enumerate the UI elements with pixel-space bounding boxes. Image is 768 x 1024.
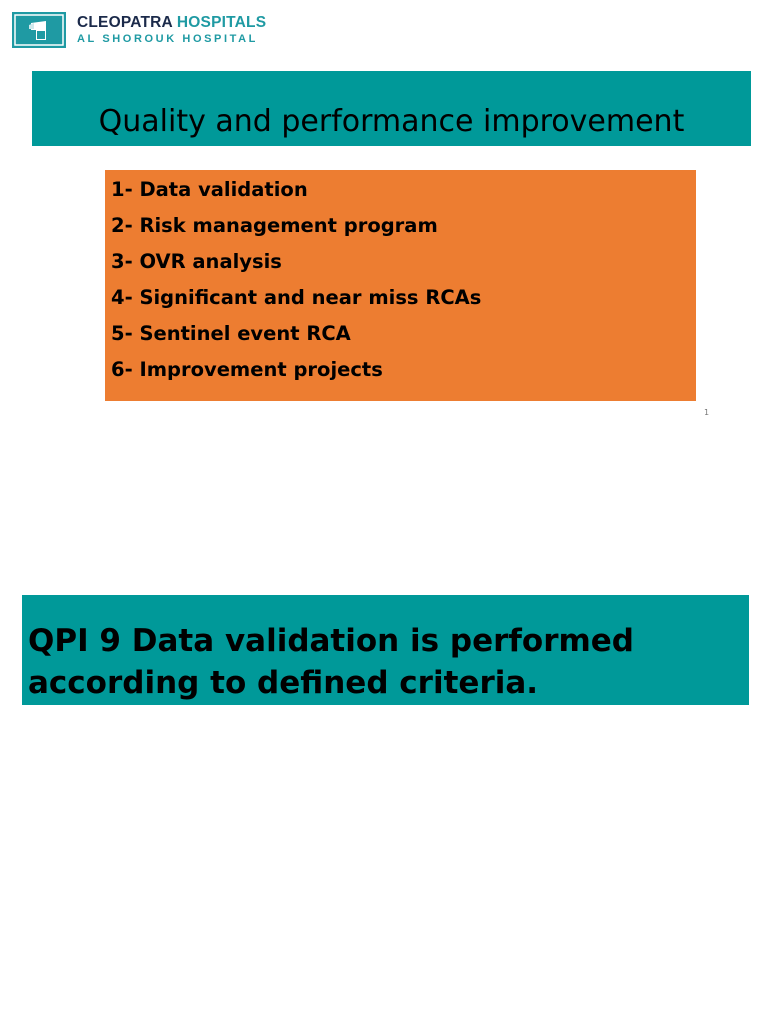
topics-list bbox=[111, 172, 481, 388]
logo-text-primary bbox=[77, 14, 266, 32]
page-number: 1 bbox=[704, 408, 710, 417]
slide-title-bar bbox=[32, 71, 751, 146]
slide-title: Quality and performance improvement bbox=[98, 104, 685, 139]
list-item: 5- Sentinel event RCA bbox=[111, 322, 351, 345]
list-item: 4- Significant and near miss RCAs bbox=[111, 286, 482, 309]
list-item: 6- Improvement projects bbox=[111, 358, 383, 381]
hospital-logo bbox=[12, 12, 282, 50]
list-item: 3- OVR analysis bbox=[111, 250, 282, 273]
list-item: 1- Data validation bbox=[111, 178, 308, 201]
list-item: 2- Risk management program bbox=[111, 214, 438, 237]
logo-text-secondary: AL SHOROUK HOSPITAL bbox=[77, 33, 258, 45]
logo-word-cleopatra: CLEOPATRA bbox=[77, 14, 173, 31]
topics-box bbox=[105, 170, 696, 401]
logo-word-hospitals: HOSPITALS bbox=[176, 14, 267, 31]
qpi-title-bar bbox=[22, 595, 749, 705]
qpi-title: QPI 9 Data validation is performed according to defined criteria. bbox=[28, 623, 634, 701]
hospital-logo-icon bbox=[12, 12, 66, 48]
